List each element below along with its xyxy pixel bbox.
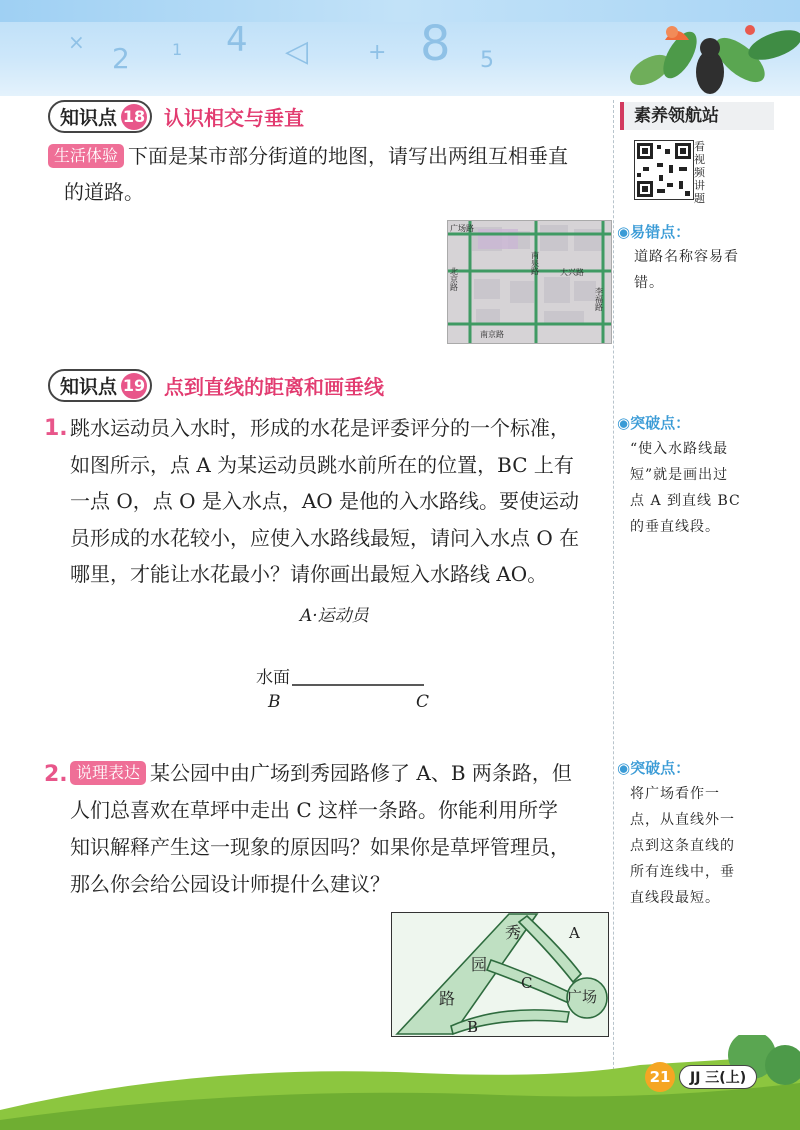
map-label-lifu: 李福路 [594,287,604,311]
text-line: 人们总喜欢在草坪中走出 C 这样一条路。你能利用所学 [70,798,559,822]
note-breakthrough-2 [630,781,735,911]
note-line: 点到这条直线的 [630,838,735,854]
header-digit: ◁ [285,34,309,69]
road-char: 秀 [505,923,522,942]
leaf-decoration-icon [610,0,800,96]
question-2-text [70,755,615,903]
section-title: 点到直线的距离和画垂线 [164,375,385,399]
header-digit: 8 [420,16,451,72]
life-experience-badge: 生活体验 [48,144,124,168]
note-line: 点 A 到直线 BC [630,493,741,509]
note-head-mistake: ◉易错点： [617,223,691,241]
plaza-label: 广场 [567,988,598,1006]
header-digit: 5 [480,48,494,73]
point-a-label: A·运动员 [300,606,369,626]
page-number: 21 [645,1062,675,1092]
header-digit: + [368,40,387,65]
map-label-guangchang: 广场路 [450,224,474,233]
note-breakthrough-1 [630,436,741,540]
sidebar-title: 素养领航站 [620,102,774,130]
knowledge-point-number: 18 [121,104,147,130]
diving-figure [240,595,460,715]
map-label-nanquan: 南泉路 [530,251,540,275]
header-digit: 4 [226,20,248,60]
text-line: 跳水运动员入水时，形成的水花是评委评分的一个标准， [70,416,570,440]
knowledge-point-pill [48,100,152,133]
note-line: 直线段最短。 [630,890,720,906]
road-char: 路 [439,989,456,1008]
text-line: 哪里，才能让水花最小？请你画出最短入水路线 AO。 [70,562,548,586]
question-number-2: 2. [44,762,68,787]
point-c-label: C [416,692,430,712]
section-title: 认识相交与垂直 [164,106,305,130]
text-line: 如图所示，点 A 为某运动员跳水前所在的位置，BC 上有 [70,452,574,477]
note-mistake [634,244,739,296]
note-line: 错。 [634,275,664,291]
point-b-label: B [268,692,281,712]
street-map-drawing [448,221,611,343]
knowledge-point-19 [48,369,384,402]
header-digit: 2 [112,42,130,75]
qr-label: 看视频讲题 [694,140,705,205]
page-number-badge [645,1062,757,1092]
question-number-1: 1. [44,416,68,441]
note-line: 道路名称容易看 [634,249,739,265]
qr-code-icon[interactable] [634,140,694,200]
reasoning-badge: 说理表达 [70,761,146,785]
path-a-label: A [569,924,580,942]
note-line: 点，从直线外一 [630,812,735,828]
grade-label: JJ 三(上) [679,1065,757,1089]
knowledge-point-18 [48,100,304,133]
knowledge-point-number: 19 [121,373,147,399]
note-head-breakthrough-1: ◉突破点： [617,414,691,432]
park-diagram [391,912,609,1037]
note-head-breakthrough-2: ◉突破点： [617,759,691,777]
header-digit: × [68,30,85,54]
text-line: 某公园中由广场到秀园路修了 A、B 两条路，但 [150,761,572,785]
note-line: 短”就是画出过 [630,467,729,483]
note-line: 所有连线中，垂 [630,864,735,880]
knowledge-point-label: 知识点 [60,107,118,129]
map-label-nanjing: 南京路 [480,330,504,339]
knowledge-point-pill [48,369,152,402]
water-surface-label: 水面 [256,668,290,688]
knowledge-point-label: 知识点 [60,376,118,398]
note-line: “使入水路线最 [630,441,729,457]
note-line: 将广场看作一 [630,786,720,802]
header-banner [0,0,800,96]
text-line: 的道路。 [64,180,144,204]
path-b-label: B [467,1018,479,1036]
text-line: 知识解释产生这一现象的原因吗？如果你是草坪管理员， [70,835,570,859]
text-line: 下面是某市部分街道的地图，请写出两组互相垂直 [128,144,569,168]
road-char: 园 [471,955,488,974]
street-map [447,220,612,344]
text-line: 员形成的水花较小，应使入水路线最短，请问入水点 O 在 [70,525,580,550]
question-1-text [70,410,615,593]
text-line: 一点 O，点 O 是入水点，AO 是他的入水路线。要使运动 [70,489,580,513]
note-line: 的垂直线段。 [630,519,720,535]
header-digit: 1 [172,40,183,59]
map-label-daxing: 大兴路 [560,268,584,277]
path-c-label: C [521,974,533,992]
map-label-beijing: 北京路 [449,267,459,291]
text-line: 那么你会给公园设计师提什么建议？ [70,872,390,896]
sidebar-divider [613,100,615,1100]
section1-text [48,138,608,210]
